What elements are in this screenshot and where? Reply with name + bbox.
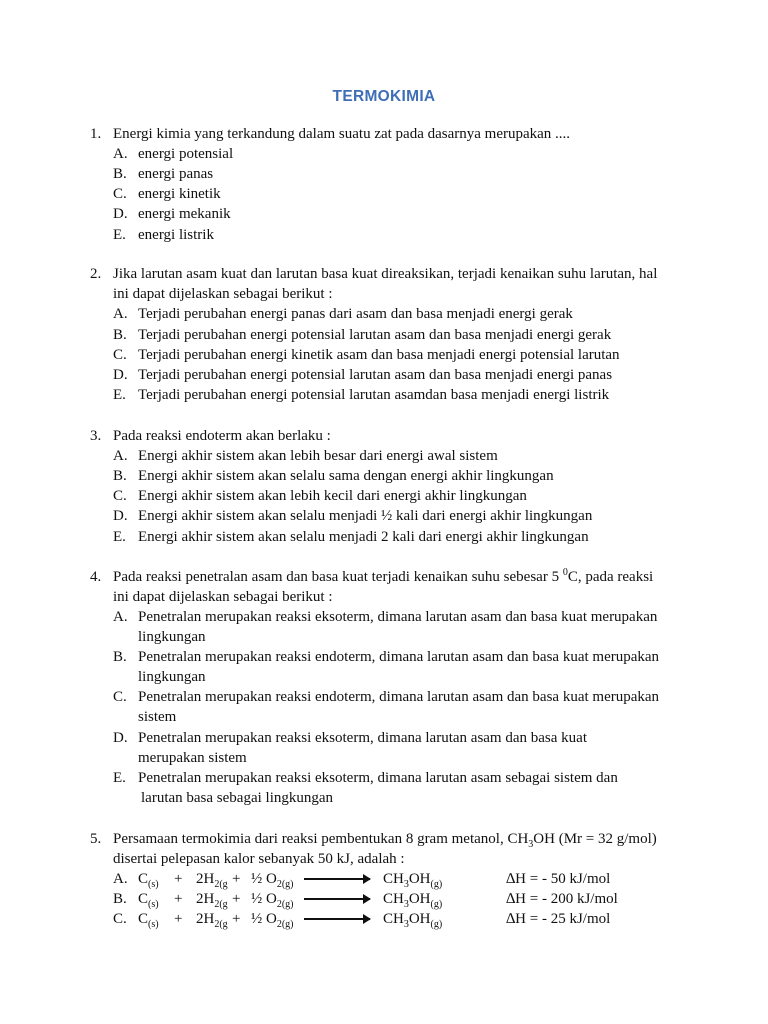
state-subscript: 2(g) — [276, 899, 294, 910]
hydrogen-formula: 2H — [196, 911, 215, 927]
plus-sign: + — [174, 871, 183, 887]
option-letter: C. — [113, 488, 127, 504]
option-letter: A. — [113, 306, 128, 322]
option-letter: D. — [113, 206, 128, 222]
option-text: Energi akhir sistem akan selalu menjadi ½ kali dari energi akhir lingkungan — [138, 508, 593, 524]
option-letter: D. — [113, 508, 128, 524]
plus-sign: + — [232, 911, 241, 927]
subscript: 3 — [403, 919, 409, 930]
option-letter: B. — [113, 327, 127, 343]
state-subscript: (s) — [148, 879, 159, 890]
equation-reactants — [138, 869, 159, 889]
option-text: Penetralan merupakan reaksi endoterm, dimana larutan asam dan basa kuat merupakan — [138, 689, 660, 705]
option-text: Energi akhir sistem akan lebih besar dari energi awal sistem — [138, 448, 498, 464]
option-letter: D. — [113, 367, 128, 383]
option-text: Terjadi perubahan energi potensial larutan asam dan basa menjadi energi panas — [138, 367, 613, 383]
option-text: Energi akhir sistem akan selalu sama dengan energi akhir lingkungan — [138, 468, 554, 484]
reaction-arrow-icon — [304, 878, 370, 880]
question-number: 4. — [90, 569, 102, 585]
state-subscript: 2(g — [214, 879, 228, 890]
hydrogen — [196, 909, 228, 929]
option-letter: B. — [113, 468, 127, 484]
option-text: merupakan sistem — [138, 750, 247, 766]
option-letter: E. — [113, 387, 126, 403]
subscript: 3 — [403, 879, 409, 890]
question-stem: ini dapat dijelaskan sebagai berikut : — [113, 589, 333, 605]
state-subscript: (g) — [430, 879, 443, 890]
stem-text: OH (Mr = 32 g/mol) — [533, 831, 657, 847]
stem-text: C, pada reaksi — [567, 569, 654, 585]
stem-text: Pada reaksi penetralan asam dan basa kuat terjadi kenaikan suhu sebesar 5 — [113, 569, 563, 585]
stem-text: Persamaan termokimia dari reaksi pembentukan 8 gram metanol, CH — [113, 831, 529, 847]
plus-sign: + — [174, 891, 183, 907]
question-stem: ini dapat dijelaskan sebagai berikut : — [113, 286, 333, 302]
state-subscript: (g) — [430, 919, 443, 930]
option-text: sistem — [138, 709, 177, 725]
question-stem: disertai pelepasan kalor sebanyak 50 kJ, adalah : — [113, 851, 405, 867]
subscript: 3 — [528, 839, 534, 850]
reaction-arrow-icon — [304, 898, 370, 900]
question-number: 5. — [90, 831, 102, 847]
product-formula: CH — [383, 911, 404, 927]
option-text: Terjadi perubahan energi potensial larutan asamdan basa menjadi energi listrik — [138, 387, 610, 403]
enthalpy-value: ∆H = - 200 kJ/mol — [506, 891, 618, 907]
product-formula: CH — [383, 871, 404, 887]
state-subscript: (g) — [430, 899, 443, 910]
question-stem: Energi kimia yang terkandung dalam suatu zat pada dasarnya merupakan .... — [113, 126, 571, 142]
product-formula: OH — [408, 911, 431, 927]
subscript: 3 — [403, 899, 409, 910]
hydrogen-formula: 2H — [196, 891, 215, 907]
plus-sign: + — [232, 871, 241, 887]
product-formula: OH — [408, 871, 431, 887]
option-text: Terjadi perubahan energi kinetik asam dan basa menjadi energi potensial larutan — [138, 347, 620, 363]
oxygen-formula: ½ O — [251, 891, 277, 907]
option-text: energi potensial — [138, 146, 234, 162]
option-letter: C. — [113, 347, 127, 363]
option-text: Terjadi perubahan energi potensial larutan asam dan basa menjadi energi gerak — [138, 327, 612, 343]
option-letter: B. — [113, 166, 127, 182]
oxygen-formula: ½ O — [251, 871, 277, 887]
option-text: lingkungan — [138, 669, 206, 685]
option-letter: A. — [113, 146, 128, 162]
option-text: larutan basa sebagai lingkungan — [141, 790, 334, 806]
oxygen — [251, 909, 370, 929]
option-text: Energi akhir sistem akan selalu menjadi 2 kali dari energi akhir lingkungan — [138, 529, 589, 545]
oxygen — [251, 869, 370, 889]
hydrogen — [196, 869, 228, 889]
equation-reactants — [138, 889, 159, 909]
oxygen — [251, 889, 370, 909]
state-subscript: 2(g) — [276, 879, 294, 890]
option-letter: D. — [113, 730, 128, 746]
hydrogen — [196, 889, 228, 909]
reaction-arrow-icon — [304, 918, 370, 920]
option-text: energi panas — [138, 166, 214, 182]
state-subscript: 2(g — [214, 919, 228, 930]
option-text: energi kinetik — [138, 186, 221, 202]
enthalpy-value: ∆H = - 50 kJ/mol — [506, 871, 611, 887]
option-letter: E. — [113, 529, 126, 545]
enthalpy-value: ∆H = - 25 kJ/mol — [506, 911, 611, 927]
product — [383, 869, 442, 889]
plus-sign: + — [174, 911, 183, 927]
product — [383, 889, 442, 909]
state-subscript: 2(g — [214, 899, 228, 910]
question-number: 2. — [90, 266, 102, 282]
hydrogen-formula: 2H — [196, 871, 215, 887]
option-text: Terjadi perubahan energi panas dari asam dan basa menjadi energi gerak — [138, 306, 573, 322]
option-letter: E. — [113, 770, 126, 786]
degree-superscript: 0 — [562, 567, 568, 578]
state-subscript: (s) — [148, 919, 159, 930]
question-number: 3. — [90, 428, 102, 444]
state-subscript: 2(g) — [276, 919, 294, 930]
option-letter: B. — [113, 649, 127, 665]
option-letter: C. — [113, 689, 127, 705]
option-text: Penetralan merupakan reaksi endoterm, dimana larutan asam dan basa kuat merupakan — [138, 649, 660, 665]
question-number: 1. — [90, 126, 102, 142]
product-formula: OH — [408, 891, 431, 907]
option-text: energi listrik — [138, 227, 214, 243]
carbon: C — [138, 891, 149, 907]
state-subscript: (s) — [148, 899, 159, 910]
option-letter: A. — [113, 609, 128, 625]
carbon: C — [138, 871, 149, 887]
option-text: Penetralan merupakan reaksi eksoterm, dimana larutan asam dan basa kuat merupakan — [138, 609, 658, 625]
option-text: lingkungan — [138, 629, 206, 645]
option-text: Energi akhir sistem akan lebih kecil dari energi akhir lingkungan — [138, 488, 527, 504]
equation-reactants — [138, 909, 159, 929]
question-stem: Jika larutan asam kuat dan larutan basa kuat direaksikan, terjadi kenaikan suhu larutan, hal — [113, 266, 658, 282]
product — [383, 909, 442, 929]
carbon: C — [138, 911, 149, 927]
option-text: Penetralan merupakan reaksi eksoterm, dimana larutan asam sebagai sistem dan — [138, 770, 618, 786]
option-text: Penetralan merupakan reaksi eksoterm, dimana larutan asam dan basa kuat — [138, 730, 587, 746]
question-stem — [113, 829, 657, 849]
question-stem — [113, 567, 653, 587]
option-letter: B. — [113, 891, 127, 907]
page-title: TERMOKIMIA — [332, 88, 436, 105]
option-letter: C. — [113, 911, 127, 927]
option-letter: A. — [113, 871, 128, 887]
option-letter: C. — [113, 186, 127, 202]
question-stem: Pada reaksi endoterm akan berlaku : — [113, 428, 331, 444]
oxygen-formula: ½ O — [251, 911, 277, 927]
option-letter: A. — [113, 448, 128, 464]
product-formula: CH — [383, 891, 404, 907]
plus-sign: + — [232, 891, 241, 907]
option-letter: E. — [113, 227, 126, 243]
option-text: energi mekanik — [138, 206, 231, 222]
